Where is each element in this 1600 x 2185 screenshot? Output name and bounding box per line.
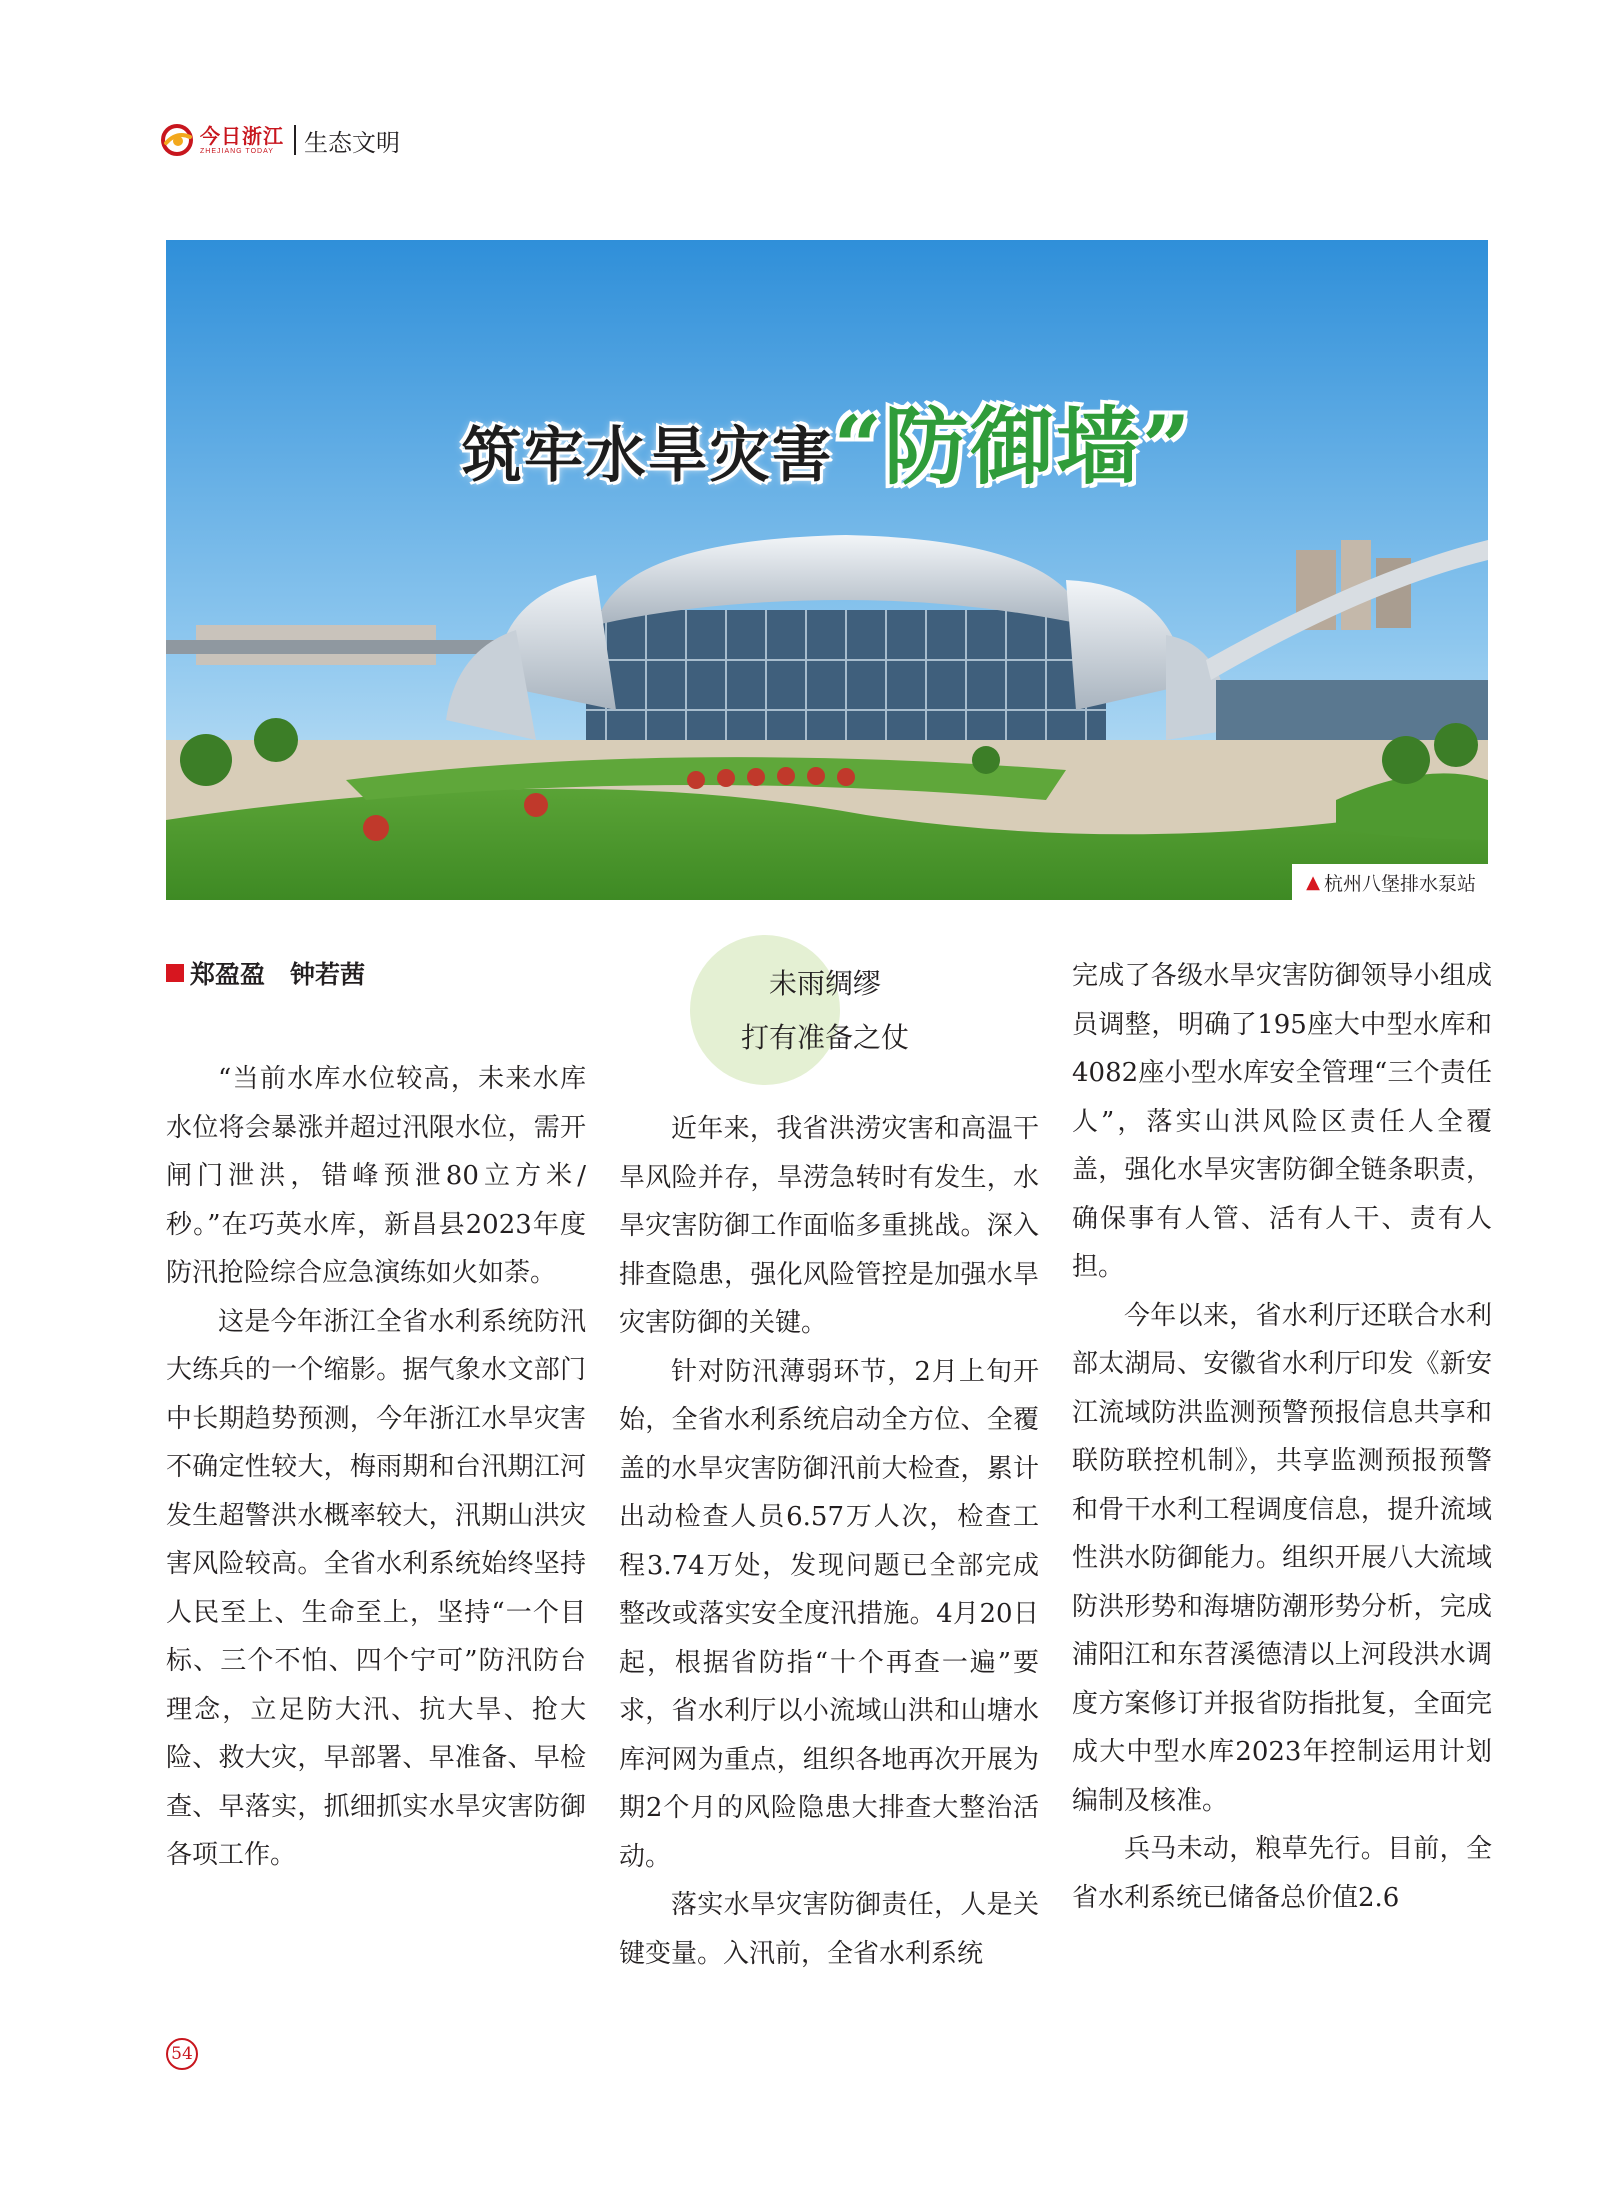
byline-authors: 郑盈盈 钟若茜	[190, 960, 366, 989]
hero-photo	[166, 240, 1488, 900]
paragraph: 今年以来，省水利厅还联合水利部太湖局、安徽省水利厅印发《新安江流域防洪监测预警预报信息共享和联防联控机制》，共享监测预报预警和骨干水利工程调度信息，提升流域性洪水防御能力。组织开展八大流域防洪形势和海塘防潮形势分析，完成浦阳江和东苕溪德清以上河段洪水调度方案修订并报省防指批复，全面完成大中型水库2023年控制运用计划编制及核准。	[1072, 1300, 1492, 1816]
logo-english: ZHEJIANG TODAY	[200, 147, 274, 155]
byline	[166, 955, 365, 991]
pump-station-illustration	[166, 240, 1488, 900]
red-square-icon	[166, 964, 184, 982]
paragraph: 落实水旱灾害防御责任，人是关键变量。入汛前，全省水利系统	[619, 1890, 1039, 1969]
paragraph: 近年来，我省洪涝灾害和高温干旱风险并存，旱涝急转时有发生，水旱灾害防御工作面临多重挑战。深入排查隐患，强化风险管控是加强水旱灾害防御的关键。	[619, 1114, 1039, 1338]
magazine-header	[160, 118, 400, 162]
photo-caption-text: 杭州八堡排水泵站	[1323, 872, 1476, 895]
text-column-1	[166, 1055, 586, 1880]
subheading-line-1: 未雨绸缪	[768, 967, 881, 1000]
section-subheading	[690, 935, 930, 1085]
paragraph: 这是今年浙江全省水利系统防汛大练兵的一个缩影。据气象水文部门中长期趋势预测，今年浙江水旱灾害不确定性较大，梅雨期和台汛期江河发生超警洪水概率较大，汛期山洪灾害风险较高。全省水利系统始终坚持人民至上、生命至上，坚持“一个目标、三个不怕、四个宁可”防汛防台理念，立足防大汛、抗大旱、抢大险、救大灾，早部署、早准备、早检查、早落实，抓细抓实水旱灾害防御各项工作。	[166, 1306, 586, 1870]
paragraph: 针对防汛薄弱环节，2月上旬开始，全省水利系统启动全方位、全覆盖的水旱灾害防御汛前大检查，累计出动检查人员6.57万人次，检查工程3.74万处，发现问题已全部完成整改或落实安全度汛措施。4月20日起，根据省防指“十个再查一遍”要求，省水利厅以小流域山洪和山塘水库河网为重点，组织各地再次开展为期2个月的风险隐患大排查大整治活动。	[619, 1356, 1039, 1872]
subheading-line-2: 打有准备之仗	[740, 1021, 909, 1054]
section-name: 生态文明	[304, 128, 400, 157]
logo	[200, 123, 284, 155]
paragraph: 兵马未动，粮草先行。目前，全省水利系统已储备总价值2.6	[1072, 1834, 1492, 1913]
header-divider	[294, 125, 296, 155]
photo-caption	[1292, 864, 1488, 900]
logo-swirl-icon	[160, 123, 194, 157]
logo-chinese: 今日浙江	[200, 123, 284, 148]
paragraph-continued: 完成了各级水旱灾害防御领导小组成员调整，明确了195座大中型水库和4082座小型水库安全管理“三个责任人”，落实山洪风险区责任人全覆盖，强化水旱灾害防御全链条职责，确保事有人管、活有人干、责有人担。	[1072, 961, 1492, 1282]
article-title	[166, 380, 1488, 501]
paragraph: “当前水库水位较高，未来水库水位将会暴涨并超过汛限水位，需开闸门泄洪，错峰预泄80立方米/秒。”在巧英水库，新昌县2023年度防汛抢险综合应急演练如火如荼。	[166, 1064, 586, 1288]
red-triangle-icon: ▲	[1306, 871, 1320, 893]
article-title-main: 筑牢水旱灾害	[461, 421, 834, 491]
page-number: 54	[166, 2038, 198, 2070]
article-title-accent: “防御墙”	[833, 397, 1193, 496]
text-column-2	[619, 1105, 1039, 1978]
text-column-3	[1072, 952, 1492, 1922]
